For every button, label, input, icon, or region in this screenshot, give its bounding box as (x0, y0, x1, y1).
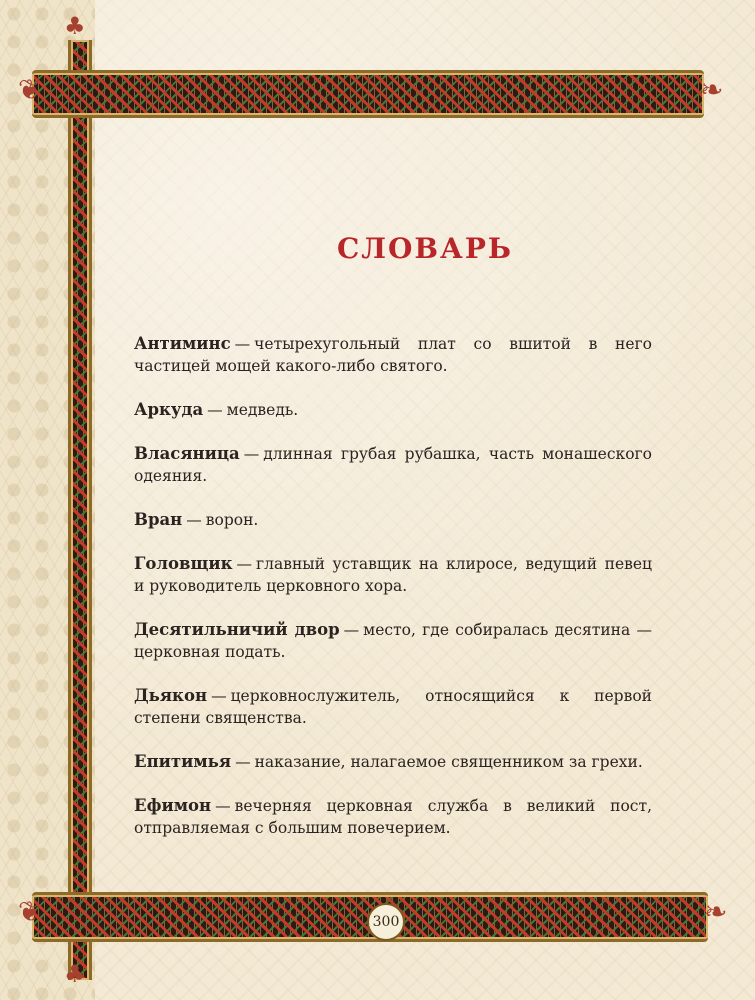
entry-dash: — (243, 445, 260, 463)
glossary-definition: вечерняя церковная служба в великий пост, отправляемая с большим повечерием. (134, 797, 652, 837)
entry-dash: — (343, 621, 360, 639)
glossary-term: Аркуда (134, 400, 204, 419)
entry-dash: — (234, 335, 251, 353)
glossary-entry (134, 509, 652, 531)
ornament-finial-icon: ❦ (18, 73, 42, 106)
glossary-entry (134, 619, 652, 663)
glossary-term: Десятильничий двор (134, 620, 340, 639)
glossary-entry (134, 751, 652, 773)
glossary-entry (134, 443, 652, 487)
glossary-entry (134, 795, 652, 839)
glossary-definition: медведь. (226, 401, 299, 419)
glossary-definition: главный уставщик на клиросе, ведущий певец и руководитель церковного хора. (134, 555, 652, 595)
entry-dash: — (207, 401, 223, 419)
entry-dash: — (215, 797, 231, 815)
ornament-finial-icon: ❧ (704, 895, 728, 928)
ornament-tip-icon: ♣ (64, 960, 86, 988)
glossary-definition: место, где собиралась десятина — церковная подать. (134, 621, 652, 661)
entry-dash: — (211, 687, 227, 705)
glossary-definition: четырехугольный плат со вшитой в него частицей мощей какого-либо святого. (134, 335, 652, 375)
entry-dash: — (186, 511, 202, 529)
entry-dash: — (236, 555, 253, 573)
page-title: СЛОВАРЬ (336, 232, 514, 265)
glossary-definition: наказание, налагаемое священником за грехи. (254, 753, 643, 771)
vertical-ornament-band (68, 40, 92, 980)
glossary-term: Власяница (134, 444, 240, 463)
entry-dash: — (235, 753, 251, 771)
glossary-term: Антиминс (134, 334, 231, 353)
glossary-term: Дьякон (134, 686, 208, 705)
glossary-list (134, 333, 652, 839)
glossary-definition: длинная грубая рубашка, часть монашеского одеяния. (134, 445, 652, 485)
ornament-finial-icon: ❧ (700, 73, 724, 106)
top-ornament-band (32, 70, 704, 118)
glossary-term: Головщик (134, 554, 233, 573)
glossary-entry (134, 399, 652, 421)
glossary-entry (134, 553, 652, 597)
glossary-entry (134, 333, 652, 377)
glossary-term: Епитимья (134, 752, 232, 771)
glossary-definition: ворон. (205, 511, 259, 529)
glossary-term: Вран (134, 510, 183, 529)
glossary-term: Ефимон (134, 796, 212, 815)
ornament-tip-icon: ♣ (64, 12, 86, 40)
ornament-finial-icon: ❦ (18, 895, 42, 928)
glossary-entry (134, 685, 652, 729)
page-number: 300 (367, 903, 405, 941)
glossary-definition: церковнослужитель, относящийся к первой степени священства. (134, 687, 652, 727)
